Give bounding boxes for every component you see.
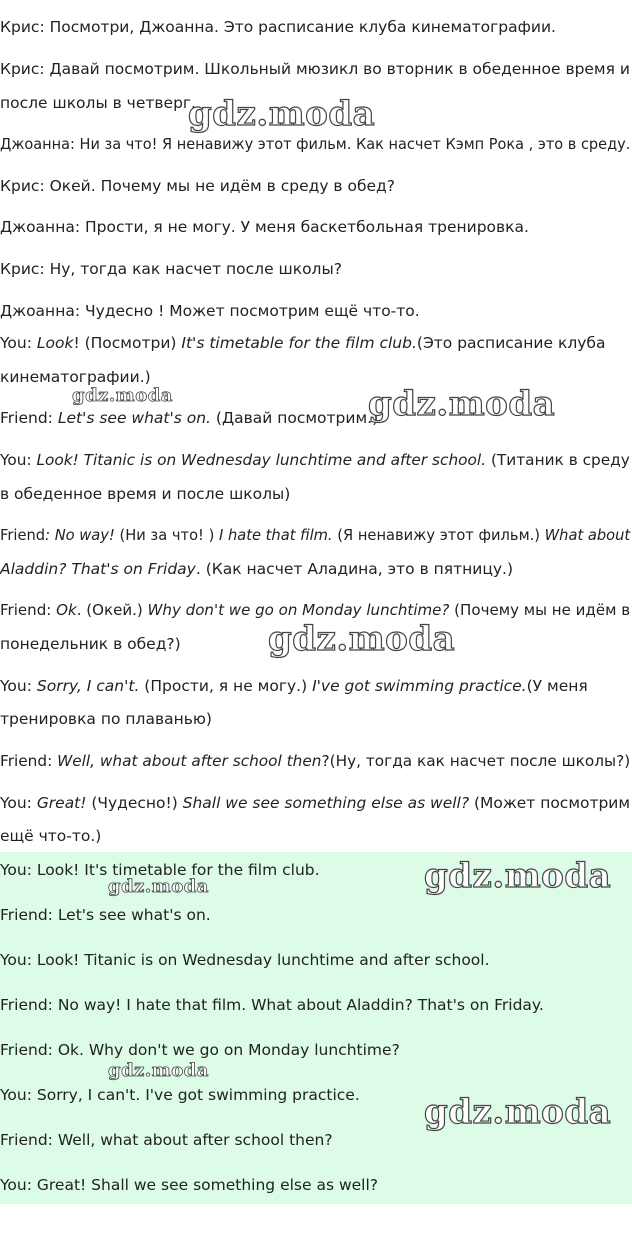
english-phrase: Well, what about after school then [57,752,322,770]
english-line-7: Friend: Well, what about after school then? [0,1131,333,1149]
translation: понедельник в обед?) [0,635,181,653]
translation: (У меня [526,677,588,695]
english-line-3: You: Look! Titanic is on Wednesday lunchtime and after school. [0,951,490,969]
bilingual-line-6 [0,525,630,545]
speaker: You: [0,677,37,695]
watermark: gdz.moda [72,385,173,406]
english-phrase: Look! Titanic is on Wednesday lunchtime and after school. [36,451,487,469]
bilingual-line-10 [0,676,588,696]
speaker: You: [0,334,37,352]
english-phrase: It's timetable for the film club. [181,334,417,352]
english-line-4: Friend: No way! I hate that film. What about Aladdin? That's on Friday. [0,996,544,1014]
speaker: You: [0,794,37,812]
translation: (Может посмотрим [469,794,631,812]
english-phrase: Sorry, I can't. [36,677,140,695]
translation: ! (Посмотри) [73,334,182,352]
speaker: Friend: [0,752,58,770]
bilingual-line-9 [0,634,181,654]
translation: ?(Ну, тогда как насчет после школы?) [321,752,631,770]
speaker: Friend [0,526,46,544]
translation: (Давай посмотрим.) [211,409,379,427]
english-line-2: Friend: Let's see what's on. [0,906,211,924]
watermark: gdz.moda [268,619,456,659]
russian-line-2: Крис: Давай посмотрим. Школьный мюзикл во вторник в обеденное время и [0,60,630,78]
translation: . (Окей.) [76,601,148,619]
speaker: Friend: [0,409,58,427]
english-line-5: Friend: Ok. Why don't we go on Monday lunchtime? [0,1041,400,1059]
english-phrase: I've got swimming practice. [312,677,527,695]
english-phrase: Great! [36,794,87,812]
russian-line-4: Джоанна: Ни за что! Я ненавижу этот фильм. Как насчет Кэмп Рока , это в среду. [0,135,631,153]
watermark: gdz.moda [424,1092,612,1132]
english-phrase: Why don't we go on Monday lunchtime? [147,601,450,619]
bilingual-line-7 [0,559,513,579]
english-line-1: You: Look! It's timetable for the film club. [0,861,320,879]
english-phrase: Ok [56,601,77,619]
watermark: gdz.moda [108,876,209,897]
translation: (Почему мы не идём в [449,601,631,619]
bilingual-line-2 [0,367,151,387]
russian-line-6: Джоанна: Прости, я не могу. У меня баскетбольная тренировка. [0,218,529,236]
translation: (Я ненавижу этот фильм.) [332,526,545,544]
bilingual-line-1 [0,333,605,353]
translation: . (Как насчет Аладина, это в пятницу.) [195,560,514,578]
russian-line-5: Крис: Окей. Почему мы не идём в среду в обед? [0,177,396,195]
english-phrase: I hate that film. [218,526,333,544]
translation: ещё что-то.) [0,827,102,845]
english-phrase: : No way! [45,526,115,544]
english-phrase: What about [544,526,631,544]
english-line-8: You: Great! Shall we see something else as well? [0,1176,379,1194]
translation: (Это расписание клуба [416,334,606,352]
bilingual-line-12 [0,751,630,771]
translation: (Титаник в среду [486,451,630,469]
bilingual-line-14 [0,826,101,846]
translation: в обеденное время и после школы) [0,485,291,503]
translation: (Ни за что! ) [114,526,219,544]
watermark: gdz.moda [368,384,556,424]
bilingual-line-8 [0,600,630,620]
bilingual-line-4 [0,450,630,470]
bilingual-line-13 [0,793,630,813]
english-phrase: Aladdin? That's on Friday [0,560,196,578]
russian-line-7: Крис: Ну, тогда как насчет после школы? [0,260,342,278]
bilingual-line-11 [0,709,212,729]
translation: кинематографии.) [0,368,151,386]
bilingual-line-3 [0,408,378,428]
english-phrase: Shall we see something else as well? [182,794,470,812]
english-phrase: Look [36,334,74,352]
english-phrase: Let's see what's on. [57,409,211,427]
speaker: You: [0,451,37,469]
russian-line-1: Крис: Посмотри, Джоанна. Это расписание клуба кинематографии. [0,18,556,36]
watermark: gdz.moda [188,94,376,134]
translation: тренировка по плаванью) [0,710,212,728]
translation: (Прости, я не могу.) [139,677,313,695]
speaker: Friend: [0,601,57,619]
russian-line-3: после школы в четверг. [0,94,196,112]
bilingual-line-5 [0,484,290,504]
watermark: gdz.moda [424,856,612,896]
translation: (Чудесно!) [86,794,183,812]
russian-line-8: Джоанна: Чудесно ! Может посмотрим ещё что-то. [0,302,420,320]
english-line-6: You: Sorry, I can't. I've got swimming practice. [0,1086,360,1104]
watermark: gdz.moda [108,1060,209,1081]
